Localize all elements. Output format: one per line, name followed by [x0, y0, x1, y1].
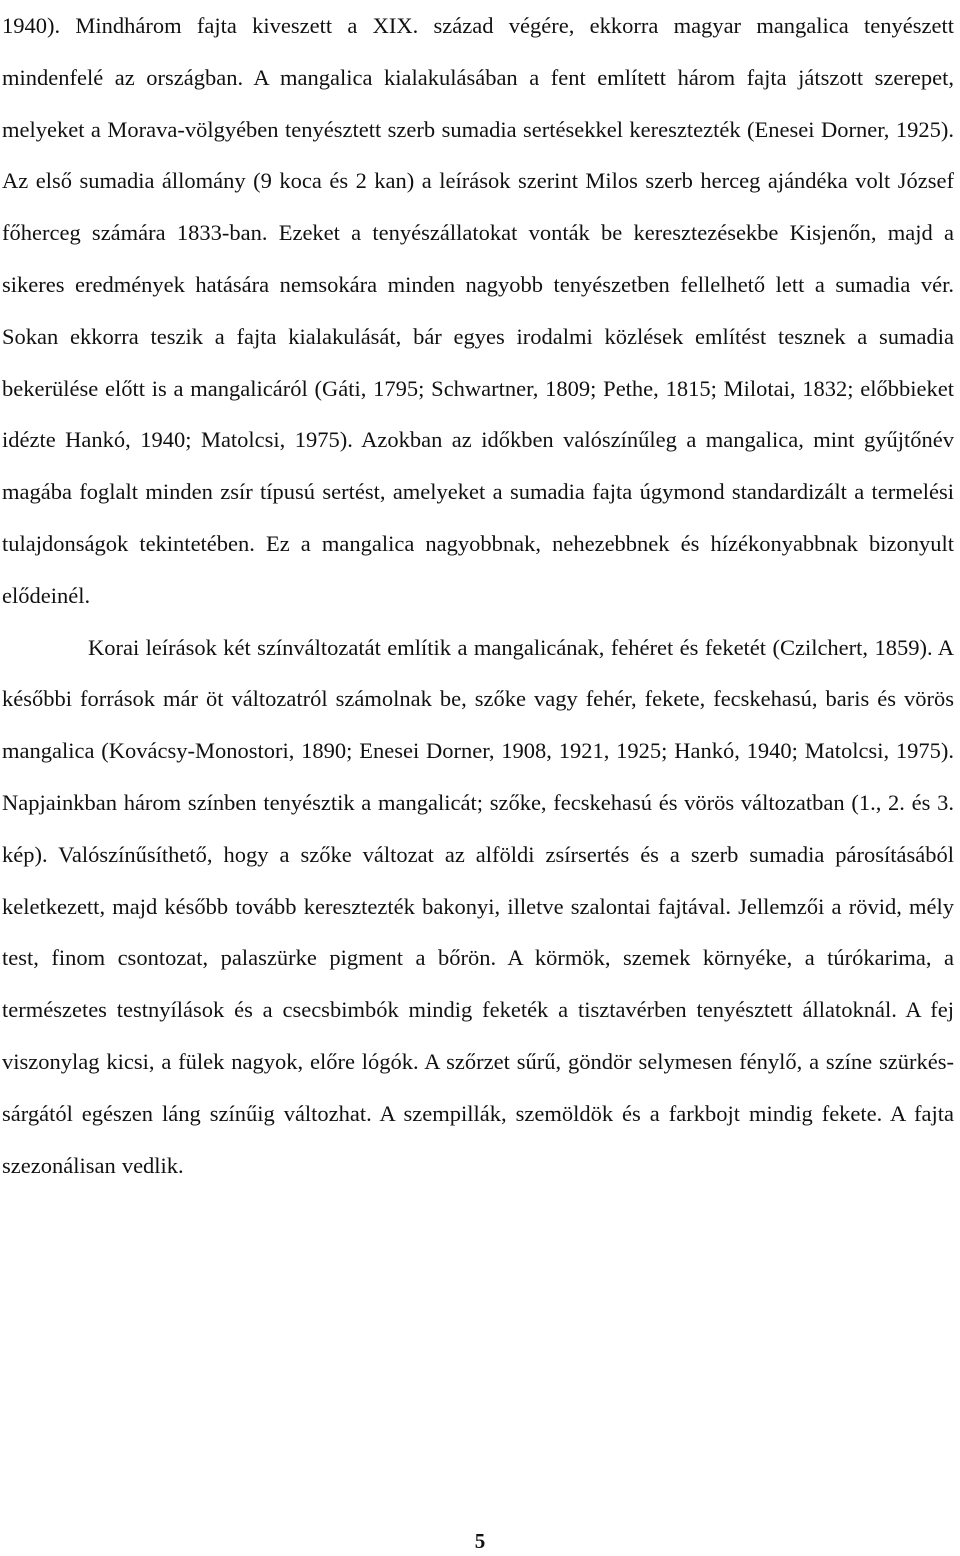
paragraph-color-varieties: Korai leírások két színváltozatát említik a mangalicának, fehéret és feketét (Czilchert, 1859). A későbbi források már öt változatról számolnak be, szőke vagy fehér, fekete, fecskehasú, baris és vörös mangalica (Kovácsy-Monostori, 1890; Enesei Dorner, 1908, 1921, 1925; Hankó, 1940; Matolcsi, 1975). Napjainkban három színben tenyésztik a mangalicát; szőke, fecskehasú és vörös változatban (1., 2. és 3. kép). Valószínűsíthető, hogy a szőke változat az alföldi zsírsertés és a szerb sumadia párosításából keletkezett, majd később tovább keresztezték bakonyi, illetve szalontai fajtával. Jellemzői a rövid, mély test, finom csontozat, palaszürke pigment a bőrön. A körmök, szemek környéke, a túrókarima, a természetes testnyílások és a csecsbimbók mindig feketék a tisztavérben tenyésztett állatoknál. A fej viszonylag kicsi, a fülek nagyok, előre lógók. A szőrzet sűrű, göndör selymesen fénylő, a színe szürkés-sárgától egészen láng színűig változhat. A szempillák, szemöldök és a farkbojt mindig fekete. A fajta szezonálisan vedlik.	[2, 634, 954, 1178]
paragraph-origin-history: 1940). Mindhárom fajta kiveszett a XIX. század végére, ekkorra magyar mangalica tenyészett mindenfelé az országban. A mangalica kialakulásában a fent említett három fajta játszott szerepet, melyeket a Morava-völgyében tenyésztett szerb sumadia sertésekkel keresztezték (Enesei Dorner, 1925). Az első sumadia állomány (9 koca és 2 kan) a leírások szerint Milos szerb herceg ajándéka volt József főherceg számára 1833-ban. Ezeket a tenyészállatokat vonták be keresztezésekbe Kisjenőn, majd a sikeres eredmények hatására nemsokára minden nagyobb tenyészetben fellelhető lett a sumadia vér. Sokan ekkorra teszik a fajta kialakulását, bár egyes irodalmi közlések említést tesznek a sumadia bekerülése előtt is a mangalicáról (Gáti, 1795; Schwartner, 1809; Pethe, 1815; Milotai, 1832; előbbieket idézte Hankó, 1940; Matolcsi, 1975). Azokban az időkben valószínűleg a mangalica, mint gyűjtőnév magába foglalt minden zsír típusú sertést, amelyeket a sumadia fajta úgymond standardizált a termelési tulajdonságok tekintetében. Ez a mangalica nagyobbnak, nehezebbnek és hízékonyabbnak bizonyult elődeinél.	[2, 13, 954, 608]
body-text	[2, 0, 954, 1191]
page-number: 5	[474, 1529, 486, 1553]
